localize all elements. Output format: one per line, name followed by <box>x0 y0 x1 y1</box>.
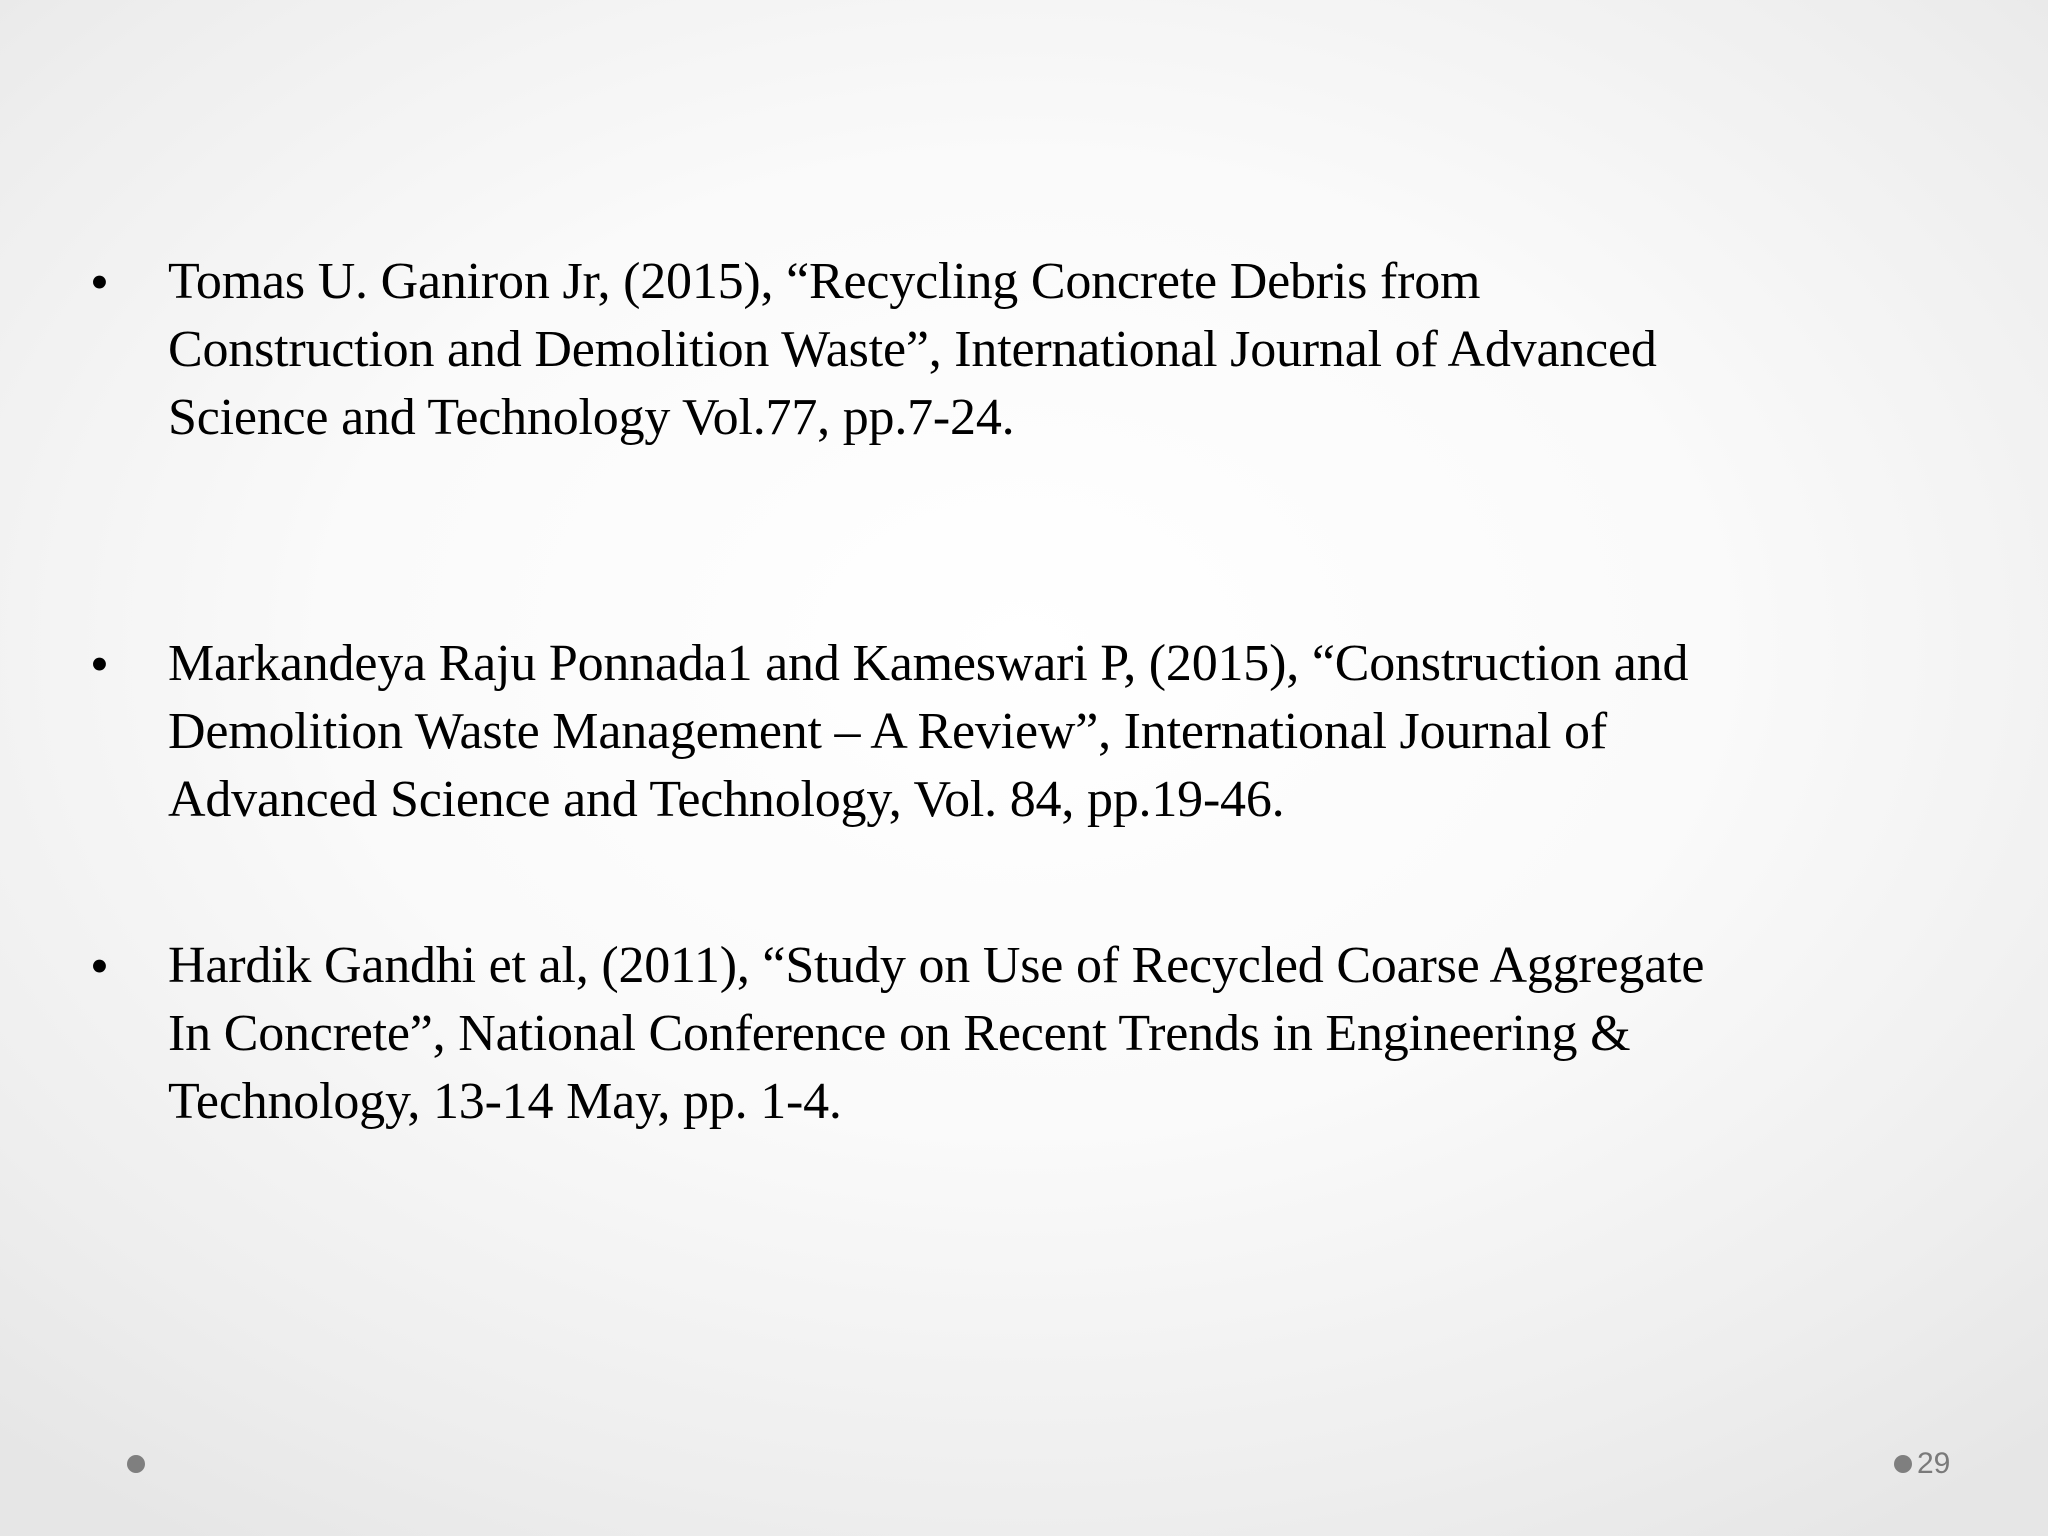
reference-item <box>88 932 1908 1136</box>
reference-text: Tomas U. Ganiron Jr, (2015), “Recycling Concrete Debris from Construction and Demolition Waste”, International Journal of Advanced Science and Technology Vol.77, pp.7-24. <box>168 253 1657 446</box>
bullet-icon: • <box>90 936 109 996</box>
bullet-icon: • <box>90 252 109 312</box>
reference-item <box>88 248 1908 452</box>
reference-text: Markandeya Raju Ponnada1 and Kameswari P, (2015), “Construction and Demolition Waste Management – A Review”, International Journal of Advanced Science and Technology, Vol. 84, pp.19-46. <box>168 635 1689 828</box>
page-number: 29 <box>1917 1447 1951 1480</box>
bullet-icon: • <box>90 634 109 694</box>
footer-dot-right-icon <box>1894 1455 1912 1473</box>
reference-item <box>88 630 1908 834</box>
footer-dot-left-icon <box>127 1455 145 1473</box>
reference-text: Hardik Gandhi et al, (2011), “Study on Use of Recycled Coarse Aggregate In Concrete”, National Conference on Recent Trends in Engineering & Technology, 13-14 May, pp. 1-4. <box>168 937 1705 1130</box>
